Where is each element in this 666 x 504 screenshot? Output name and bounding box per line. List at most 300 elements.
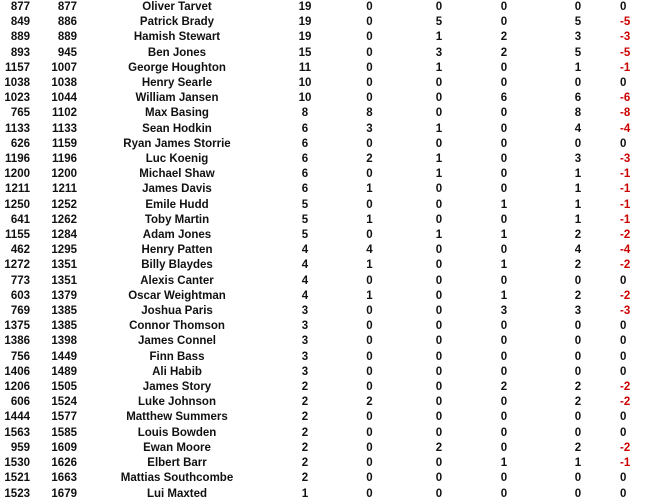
total-cell[interactable]: 0 <box>574 487 582 500</box>
col-d-cell[interactable]: 0 <box>366 46 373 59</box>
col-d-cell[interactable]: 1 <box>366 289 373 302</box>
rating-cell[interactable]: 886 <box>57 16 77 29</box>
diff-cell[interactable]: -2 <box>620 259 631 272</box>
rank-cell[interactable]: 769 <box>10 305 30 318</box>
col-e-cell[interactable]: 0 <box>435 244 443 257</box>
col-d-cell[interactable]: 0 <box>366 16 373 29</box>
total-cell[interactable]: 1 <box>574 198 582 211</box>
total-cell[interactable]: 3 <box>574 31 582 44</box>
player-name-cell[interactable]: George Houghton <box>128 61 226 74</box>
table-row[interactable] <box>0 122 666 137</box>
col-f-cell[interactable]: 0 <box>500 16 508 29</box>
rating-cell[interactable]: 1295 <box>51 244 77 257</box>
player-name-cell[interactable]: James Davis <box>142 183 212 196</box>
total-cell[interactable]: 0 <box>574 426 582 439</box>
total-cell[interactable]: 5 <box>574 16 582 29</box>
total-cell[interactable]: 3 <box>574 153 582 166</box>
total-cell[interactable]: 4 <box>574 244 582 257</box>
col-e-cell[interactable]: 0 <box>435 487 443 500</box>
col-d-cell[interactable]: 0 <box>366 365 373 378</box>
rank-cell[interactable]: 1196 <box>5 153 30 166</box>
player-name-cell[interactable]: James Story <box>142 381 212 394</box>
total-cell[interactable]: 2 <box>574 381 582 394</box>
diff-cell[interactable]: -3 <box>620 153 631 166</box>
col-d-cell[interactable]: 0 <box>366 229 373 242</box>
rank-cell[interactable]: 1523 <box>4 487 30 500</box>
total-cell[interactable]: 0 <box>574 335 582 348</box>
col-d-cell[interactable]: 0 <box>366 426 373 439</box>
col-e-cell[interactable]: 0 <box>435 396 443 409</box>
rating-cell[interactable]: 1211 <box>52 183 77 196</box>
col-e-cell[interactable]: 0 <box>435 92 443 105</box>
diff-cell[interactable]: 0 <box>620 472 627 485</box>
diff-cell[interactable]: -5 <box>620 46 631 59</box>
col-d-cell[interactable]: 0 <box>366 1 373 13</box>
rank-cell[interactable]: 849 <box>10 16 30 29</box>
col-e-cell[interactable]: 1 <box>435 168 443 181</box>
diff-cell[interactable]: -2 <box>620 441 631 454</box>
rating-cell[interactable]: 1102 <box>52 107 77 120</box>
rating-cell[interactable]: 1398 <box>51 335 77 348</box>
col-f-cell[interactable]: 2 <box>500 46 508 59</box>
total-cell[interactable]: 4 <box>574 122 582 135</box>
points-cell[interactable]: 5 <box>301 198 309 211</box>
col-e-cell[interactable]: 0 <box>435 335 443 348</box>
total-cell[interactable]: 2 <box>574 229 582 242</box>
player-name-cell[interactable]: Elbert Barr <box>147 457 207 470</box>
rank-cell[interactable]: 1406 <box>4 365 30 378</box>
points-cell[interactable]: 15 <box>298 46 312 59</box>
player-name-cell[interactable]: Emile Hudd <box>145 198 209 211</box>
diff-cell[interactable]: 0 <box>620 77 627 90</box>
table-row[interactable] <box>0 426 666 441</box>
rank-cell[interactable]: 1023 <box>4 92 30 105</box>
rating-cell[interactable]: 889 <box>57 31 77 44</box>
player-name-cell[interactable]: Sean Hodkin <box>142 122 212 135</box>
player-name-cell[interactable]: Henry Searle <box>141 77 213 90</box>
diff-cell[interactable]: -1 <box>620 457 631 470</box>
rank-cell[interactable]: 889 <box>10 31 30 44</box>
col-e-cell[interactable]: 5 <box>435 16 443 29</box>
table-row[interactable] <box>0 289 666 304</box>
points-cell[interactable]: 5 <box>301 213 309 226</box>
rank-cell[interactable]: 1038 <box>4 77 30 90</box>
rank-cell[interactable]: 877 <box>10 1 30 13</box>
table-row[interactable] <box>0 15 666 30</box>
rank-cell[interactable]: 1155 <box>5 229 30 242</box>
rank-cell[interactable]: 641 <box>10 213 30 226</box>
points-cell[interactable]: 6 <box>301 122 309 135</box>
col-e-cell[interactable]: 1 <box>435 61 443 74</box>
table-row[interactable] <box>0 61 666 76</box>
col-e-cell[interactable]: 0 <box>435 426 443 439</box>
points-cell[interactable]: 8 <box>301 107 309 120</box>
rank-cell[interactable]: 1386 <box>4 335 30 348</box>
col-e-cell[interactable]: 0 <box>435 350 443 363</box>
col-e-cell[interactable]: 1 <box>435 153 443 166</box>
table-row[interactable] <box>0 213 666 228</box>
total-cell[interactable]: 1 <box>574 183 582 196</box>
diff-cell[interactable]: 0 <box>620 411 627 424</box>
col-e-cell[interactable]: 0 <box>435 107 443 120</box>
col-f-cell[interactable]: 0 <box>500 472 508 485</box>
diff-cell[interactable]: -6 <box>620 92 631 105</box>
table-row[interactable] <box>0 76 666 91</box>
total-cell[interactable]: 8 <box>574 107 582 120</box>
total-cell[interactable]: 1 <box>574 168 582 181</box>
rating-cell[interactable]: 1379 <box>51 289 77 302</box>
total-cell[interactable]: 0 <box>574 137 582 150</box>
col-f-cell[interactable]: 1 <box>500 457 508 470</box>
rating-cell[interactable]: 1449 <box>51 350 77 363</box>
col-f-cell[interactable]: 0 <box>500 396 508 409</box>
rating-cell[interactable]: 1489 <box>51 365 77 378</box>
rank-cell[interactable]: 756 <box>10 350 30 363</box>
diff-cell[interactable]: -4 <box>620 122 631 135</box>
diff-cell[interactable]: 0 <box>620 274 627 287</box>
diff-cell[interactable]: -3 <box>620 305 631 318</box>
player-name-cell[interactable]: William Jansen <box>135 92 219 105</box>
rating-cell[interactable]: 1385 <box>51 305 77 318</box>
col-f-cell[interactable]: 0 <box>500 365 508 378</box>
player-name-cell[interactable]: Henry Patten <box>141 244 213 257</box>
points-cell[interactable]: 2 <box>301 426 309 439</box>
table-row[interactable] <box>0 137 666 152</box>
player-name-cell[interactable]: Joshua Paris <box>141 305 213 318</box>
rating-cell[interactable]: 1038 <box>51 77 77 90</box>
points-cell[interactable]: 3 <box>301 350 309 363</box>
rank-cell[interactable]: 959 <box>10 441 30 454</box>
table-row[interactable] <box>0 380 666 395</box>
rating-cell[interactable]: 1585 <box>51 426 77 439</box>
rank-cell[interactable]: 765 <box>10 107 30 120</box>
diff-cell[interactable]: -5 <box>620 16 631 29</box>
table-row[interactable] <box>0 30 666 45</box>
diff-cell[interactable]: -2 <box>620 289 631 302</box>
col-f-cell[interactable]: 6 <box>500 92 508 105</box>
col-f-cell[interactable]: 0 <box>500 426 508 439</box>
table-row[interactable] <box>0 167 666 182</box>
col-f-cell[interactable]: 0 <box>500 274 508 287</box>
total-cell[interactable]: 6 <box>574 92 582 105</box>
rank-cell[interactable]: 1211 <box>5 183 30 196</box>
table-row[interactable] <box>0 0 666 15</box>
col-d-cell[interactable]: 0 <box>366 168 373 181</box>
col-e-cell[interactable]: 0 <box>435 259 443 272</box>
col-f-cell[interactable]: 1 <box>500 259 508 272</box>
col-e-cell[interactable]: 0 <box>435 365 443 378</box>
player-name-cell[interactable]: Louis Bowden <box>137 426 217 439</box>
col-d-cell[interactable]: 0 <box>366 198 373 211</box>
player-name-cell[interactable]: Adam Jones <box>142 229 212 242</box>
total-cell[interactable]: 1 <box>574 61 582 74</box>
diff-cell[interactable]: 0 <box>620 487 627 500</box>
points-cell[interactable]: 10 <box>298 92 312 105</box>
table-row[interactable] <box>0 182 666 197</box>
col-f-cell[interactable]: 0 <box>500 441 508 454</box>
col-d-cell[interactable]: 0 <box>366 350 373 363</box>
col-e-cell[interactable]: 0 <box>435 305 443 318</box>
points-cell[interactable]: 2 <box>301 396 309 409</box>
rank-cell[interactable]: 1563 <box>4 426 30 439</box>
points-cell[interactable]: 2 <box>301 411 309 424</box>
col-d-cell[interactable]: 2 <box>366 153 373 166</box>
rank-cell[interactable]: 1206 <box>4 381 30 394</box>
player-name-cell[interactable]: James Connel <box>138 335 216 348</box>
diff-cell[interactable]: -1 <box>620 168 631 181</box>
diff-cell[interactable]: 0 <box>620 320 627 333</box>
col-e-cell[interactable]: 0 <box>435 457 443 470</box>
total-cell[interactable]: 2 <box>574 289 582 302</box>
col-d-cell[interactable]: 0 <box>366 381 373 394</box>
col-d-cell[interactable]: 0 <box>366 457 373 470</box>
table-row[interactable] <box>0 410 666 425</box>
player-name-cell[interactable]: Patrick Brady <box>139 16 215 29</box>
col-d-cell[interactable]: 0 <box>366 320 373 333</box>
col-e-cell[interactable]: 0 <box>435 77 443 90</box>
table-row[interactable] <box>0 487 666 502</box>
points-cell[interactable]: 6 <box>301 168 309 181</box>
points-cell[interactable]: 2 <box>301 381 309 394</box>
diff-cell[interactable]: 0 <box>620 1 627 13</box>
total-cell[interactable]: 2 <box>574 396 582 409</box>
col-d-cell[interactable]: 1 <box>366 259 373 272</box>
points-cell[interactable]: 2 <box>301 472 309 485</box>
rating-cell[interactable]: 1351 <box>51 259 77 272</box>
col-f-cell[interactable]: 0 <box>500 244 508 257</box>
col-e-cell[interactable]: 0 <box>435 1 443 13</box>
col-f-cell[interactable]: 0 <box>500 213 508 226</box>
total-cell[interactable]: 1 <box>574 457 582 470</box>
col-f-cell[interactable]: 1 <box>500 198 508 211</box>
table-row[interactable] <box>0 441 666 456</box>
total-cell[interactable]: 3 <box>574 305 582 318</box>
col-e-cell[interactable]: 0 <box>435 183 443 196</box>
col-d-cell[interactable]: 0 <box>366 274 373 287</box>
col-f-cell[interactable]: 3 <box>500 305 508 318</box>
col-d-cell[interactable]: 0 <box>366 137 373 150</box>
points-cell[interactable]: 19 <box>298 16 312 29</box>
points-cell[interactable]: 3 <box>301 365 309 378</box>
rank-cell[interactable]: 1157 <box>5 61 30 74</box>
total-cell[interactable]: 2 <box>574 259 582 272</box>
rating-cell[interactable]: 1385 <box>51 320 77 333</box>
points-cell[interactable]: 11 <box>298 61 312 74</box>
col-f-cell[interactable]: 0 <box>500 153 508 166</box>
col-e-cell[interactable]: 0 <box>435 198 443 211</box>
total-cell[interactable]: 0 <box>574 472 582 485</box>
col-d-cell[interactable]: 0 <box>366 31 373 44</box>
points-cell[interactable]: 4 <box>301 274 309 287</box>
diff-cell[interactable]: 0 <box>620 426 627 439</box>
col-f-cell[interactable]: 0 <box>500 122 508 135</box>
points-cell[interactable]: 6 <box>301 183 309 196</box>
rating-cell[interactable]: 1044 <box>51 92 77 105</box>
points-cell[interactable]: 4 <box>301 259 309 272</box>
col-f-cell[interactable]: 2 <box>500 31 508 44</box>
points-cell[interactable]: 19 <box>298 1 312 13</box>
col-d-cell[interactable]: 2 <box>366 396 373 409</box>
rating-cell[interactable]: 1663 <box>51 472 77 485</box>
table-row[interactable] <box>0 152 666 167</box>
rank-cell[interactable]: 1133 <box>5 122 30 135</box>
points-cell[interactable]: 3 <box>301 320 309 333</box>
table-row[interactable] <box>0 46 666 61</box>
total-cell[interactable]: 5 <box>574 46 582 59</box>
total-cell[interactable]: 0 <box>574 365 582 378</box>
rank-cell[interactable]: 1200 <box>4 168 30 181</box>
rating-cell[interactable]: 1524 <box>51 396 77 409</box>
total-cell[interactable]: 2 <box>574 441 582 454</box>
table-row[interactable] <box>0 395 666 410</box>
rank-cell[interactable]: 462 <box>10 244 30 257</box>
col-d-cell[interactable]: 1 <box>366 213 373 226</box>
rating-cell[interactable]: 1577 <box>51 411 77 424</box>
col-e-cell[interactable]: 0 <box>435 472 443 485</box>
table-row[interactable] <box>0 198 666 213</box>
total-cell[interactable]: 0 <box>574 350 582 363</box>
diff-cell[interactable]: 0 <box>620 137 627 150</box>
table-row[interactable] <box>0 243 666 258</box>
col-f-cell[interactable]: 0 <box>500 411 508 424</box>
rank-cell[interactable]: 1444 <box>4 411 30 424</box>
diff-cell[interactable]: -3 <box>620 31 631 44</box>
player-name-cell[interactable]: Alexis Canter <box>140 274 214 287</box>
points-cell[interactable]: 3 <box>301 335 309 348</box>
rating-cell[interactable]: 1679 <box>51 487 77 500</box>
col-d-cell[interactable]: 1 <box>366 183 373 196</box>
rating-cell[interactable]: 1196 <box>52 153 77 166</box>
diff-cell[interactable]: -2 <box>620 396 631 409</box>
player-name-cell[interactable]: Hamish Stewart <box>133 31 221 44</box>
col-d-cell[interactable]: 0 <box>366 411 373 424</box>
points-cell[interactable]: 10 <box>298 77 312 90</box>
points-cell[interactable]: 2 <box>301 457 309 470</box>
points-cell[interactable]: 2 <box>301 441 309 454</box>
rank-cell[interactable]: 1375 <box>4 320 30 333</box>
col-f-cell[interactable]: 0 <box>500 320 508 333</box>
rating-cell[interactable]: 1626 <box>51 457 77 470</box>
player-name-cell[interactable]: Oscar Weightman <box>128 289 226 302</box>
col-f-cell[interactable]: 0 <box>500 1 508 13</box>
col-f-cell[interactable]: 2 <box>500 381 508 394</box>
col-d-cell[interactable]: 8 <box>366 107 373 120</box>
table-row[interactable] <box>0 91 666 106</box>
player-name-cell[interactable]: Max Basing <box>145 107 209 120</box>
player-name-cell[interactable]: Connor Thomson <box>129 320 225 333</box>
table-row[interactable] <box>0 365 666 380</box>
rating-cell[interactable]: 1007 <box>51 61 77 74</box>
col-e-cell[interactable]: 0 <box>435 213 443 226</box>
col-d-cell[interactable]: 4 <box>366 244 373 257</box>
player-name-cell[interactable]: Matthew Summers <box>126 411 228 424</box>
rating-cell[interactable]: 877 <box>57 1 77 13</box>
col-e-cell[interactable]: 0 <box>435 381 443 394</box>
col-e-cell[interactable]: 0 <box>435 289 443 302</box>
col-f-cell[interactable]: 0 <box>500 168 508 181</box>
col-f-cell[interactable]: 0 <box>500 487 508 500</box>
rank-cell[interactable]: 606 <box>10 396 30 409</box>
col-d-cell[interactable]: 0 <box>366 472 373 485</box>
player-name-cell[interactable]: Ali Habib <box>152 365 202 378</box>
total-cell[interactable]: 0 <box>574 320 582 333</box>
rating-cell[interactable]: 1262 <box>51 213 77 226</box>
rating-cell[interactable]: 1159 <box>52 137 77 150</box>
total-cell[interactable]: 0 <box>574 1 582 13</box>
rank-cell[interactable]: 626 <box>10 137 30 150</box>
col-f-cell[interactable]: 0 <box>500 183 508 196</box>
diff-cell[interactable]: -1 <box>620 183 631 196</box>
player-name-cell[interactable]: Ryan James Storrie <box>123 137 231 150</box>
diff-cell[interactable]: -1 <box>620 198 631 211</box>
player-name-cell[interactable]: Billy Blaydes <box>141 259 213 272</box>
col-e-cell[interactable]: 2 <box>435 441 443 454</box>
col-d-cell[interactable]: 0 <box>366 61 373 74</box>
col-e-cell[interactable]: 1 <box>435 122 443 135</box>
player-name-cell[interactable]: Ben Jones <box>147 46 207 59</box>
table-row[interactable] <box>0 471 666 486</box>
points-cell[interactable]: 4 <box>301 244 309 257</box>
points-cell[interactable]: 1 <box>301 487 309 500</box>
rank-cell[interactable]: 1521 <box>4 472 30 485</box>
col-f-cell[interactable]: 0 <box>500 107 508 120</box>
rating-cell[interactable]: 1609 <box>51 441 77 454</box>
table-row[interactable] <box>0 350 666 365</box>
col-e-cell[interactable]: 0 <box>435 137 443 150</box>
player-name-cell[interactable]: Ewan Moore <box>143 441 211 454</box>
total-cell[interactable]: 1 <box>574 213 582 226</box>
table-row[interactable] <box>0 228 666 243</box>
points-cell[interactable]: 4 <box>301 289 309 302</box>
table-row[interactable] <box>0 274 666 289</box>
rank-cell[interactable]: 893 <box>10 46 30 59</box>
col-d-cell[interactable]: 0 <box>366 305 373 318</box>
col-d-cell[interactable]: 0 <box>366 335 373 348</box>
player-name-cell[interactable]: Oliver Tarvet <box>142 1 212 13</box>
table-row[interactable] <box>0 106 666 121</box>
player-name-cell[interactable]: Finn Bass <box>149 350 205 363</box>
points-cell[interactable]: 3 <box>301 305 309 318</box>
rating-cell[interactable]: 1505 <box>51 381 77 394</box>
col-e-cell[interactable]: 1 <box>435 229 443 242</box>
diff-cell[interactable]: -4 <box>620 244 631 257</box>
diff-cell[interactable]: -2 <box>620 229 631 242</box>
table-row[interactable] <box>0 319 666 334</box>
rating-cell[interactable]: 1200 <box>51 168 77 181</box>
diff-cell[interactable]: -2 <box>620 381 631 394</box>
rank-cell[interactable]: 773 <box>10 274 30 287</box>
player-name-cell[interactable]: Luc Koenig <box>145 153 209 166</box>
points-cell[interactable]: 19 <box>298 31 312 44</box>
col-e-cell[interactable]: 0 <box>435 411 443 424</box>
col-e-cell[interactable]: 1 <box>435 31 443 44</box>
col-d-cell[interactable]: 3 <box>366 122 373 135</box>
col-d-cell[interactable]: 0 <box>366 487 373 500</box>
player-name-cell[interactable]: Lui Maxted <box>146 487 208 500</box>
player-name-cell[interactable]: Michael Shaw <box>139 168 215 181</box>
diff-cell[interactable]: 0 <box>620 365 627 378</box>
col-d-cell[interactable]: 0 <box>366 92 373 105</box>
diff-cell[interactable]: 0 <box>620 350 627 363</box>
total-cell[interactable]: 0 <box>574 274 582 287</box>
table-row[interactable] <box>0 304 666 319</box>
col-f-cell[interactable]: 1 <box>500 289 508 302</box>
col-f-cell[interactable]: 1 <box>500 229 508 242</box>
col-f-cell[interactable]: 0 <box>500 61 508 74</box>
rank-cell[interactable]: 1530 <box>4 457 30 470</box>
col-d-cell[interactable]: 0 <box>366 77 373 90</box>
rank-cell[interactable]: 1250 <box>4 198 30 211</box>
